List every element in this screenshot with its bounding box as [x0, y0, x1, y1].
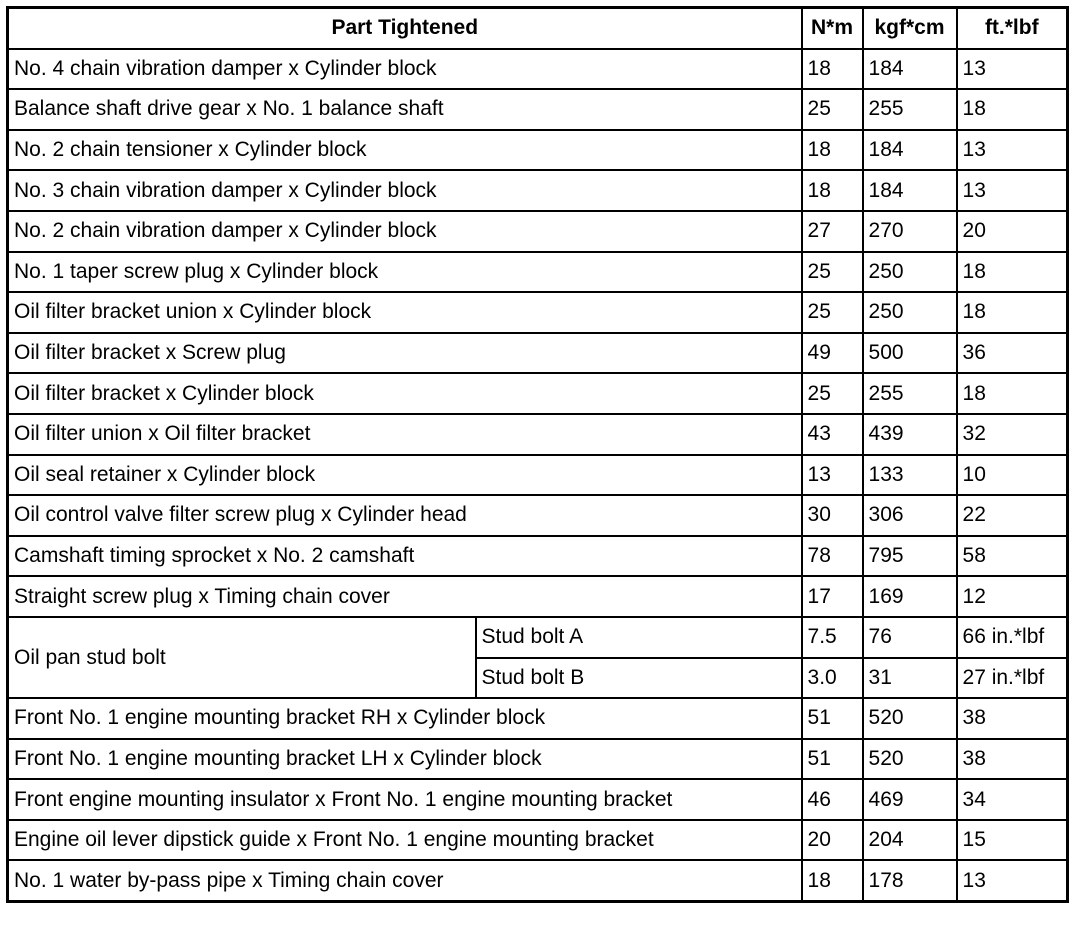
kgfcm-cell: 250: [863, 292, 957, 333]
ftlbf-cell: 22: [957, 495, 1068, 536]
nm-cell: 25: [802, 252, 863, 293]
ftlbf-cell: 13: [957, 130, 1068, 171]
ftlbf-cell: 18: [957, 373, 1068, 414]
kgfcm-cell: 169: [863, 576, 957, 617]
ftlbf-cell: 66 in.*lbf: [957, 617, 1068, 658]
nm-cell: 30: [802, 495, 863, 536]
nm-cell: 51: [802, 739, 863, 780]
table-row: [8, 373, 1068, 414]
header-row: [8, 8, 1068, 49]
part-cell: Front engine mounting insulator x Front No. 1 engine mounting bracket: [8, 779, 802, 820]
table-row: [8, 455, 1068, 496]
header-part-tightened: Part Tightened: [8, 8, 802, 49]
ftlbf-cell: 13: [957, 170, 1068, 211]
part-cell: Oil control valve filter screw plug x Cylinder head: [8, 495, 802, 536]
part-cell: No. 3 chain vibration damper x Cylinder block: [8, 170, 802, 211]
header-nm: N*m: [802, 8, 863, 49]
nm-cell: 3.0: [802, 658, 863, 699]
kgfcm-cell: 469: [863, 779, 957, 820]
nm-cell: 20: [802, 820, 863, 861]
kgfcm-cell: 184: [863, 49, 957, 90]
part-cell: Oil filter bracket x Screw plug: [8, 333, 802, 374]
kgfcm-cell: 795: [863, 536, 957, 577]
nm-cell: 27: [802, 211, 863, 252]
kgfcm-cell: 184: [863, 130, 957, 171]
part-cell: No. 1 water by-pass pipe x Timing chain cover: [8, 860, 802, 901]
ftlbf-cell: 10: [957, 455, 1068, 496]
kgfcm-cell: 133: [863, 455, 957, 496]
nm-cell: 25: [802, 373, 863, 414]
ftlbf-cell: 58: [957, 536, 1068, 577]
table-row: [8, 860, 1068, 901]
table-row: [8, 211, 1068, 252]
part-cell: No. 1 taper screw plug x Cylinder block: [8, 252, 802, 293]
table-row: [8, 130, 1068, 171]
part-cell: Balance shaft drive gear x No. 1 balance shaft: [8, 89, 802, 130]
table-row: [8, 252, 1068, 293]
ftlbf-cell: 36: [957, 333, 1068, 374]
nm-cell: 18: [802, 860, 863, 901]
table-row: [8, 617, 1068, 658]
table-row: [8, 739, 1068, 780]
part-cell: No. 4 chain vibration damper x Cylinder block: [8, 49, 802, 90]
kgfcm-cell: 255: [863, 373, 957, 414]
kgfcm-cell: 270: [863, 211, 957, 252]
sub-part-cell: Stud bolt A: [476, 617, 802, 658]
nm-cell: 18: [802, 170, 863, 211]
kgfcm-cell: 306: [863, 495, 957, 536]
nm-cell: 7.5: [802, 617, 863, 658]
ftlbf-cell: 18: [957, 89, 1068, 130]
table-row: [8, 576, 1068, 617]
part-cell: Oil filter bracket union x Cylinder block: [8, 292, 802, 333]
part-cell: Straight screw plug x Timing chain cover: [8, 576, 802, 617]
part-cell: Engine oil lever dipstick guide x Front No. 1 engine mounting bracket: [8, 820, 802, 861]
table-row: [8, 170, 1068, 211]
table-row: [8, 414, 1068, 455]
nm-cell: 18: [802, 49, 863, 90]
sub-part-cell: Stud bolt B: [476, 658, 802, 699]
ftlbf-cell: 34: [957, 779, 1068, 820]
nm-cell: 49: [802, 333, 863, 374]
ftlbf-cell: 38: [957, 698, 1068, 739]
nm-cell: 18: [802, 130, 863, 171]
ftlbf-cell: 15: [957, 820, 1068, 861]
ftlbf-cell: 20: [957, 211, 1068, 252]
kgfcm-cell: 204: [863, 820, 957, 861]
table-row: [8, 820, 1068, 861]
kgfcm-cell: 178: [863, 860, 957, 901]
nm-cell: 17: [802, 576, 863, 617]
part-cell: Oil pan stud bolt: [8, 617, 476, 698]
kgfcm-cell: 520: [863, 698, 957, 739]
ftlbf-cell: 13: [957, 49, 1068, 90]
kgfcm-cell: 184: [863, 170, 957, 211]
kgfcm-cell: 500: [863, 333, 957, 374]
kgfcm-cell: 250: [863, 252, 957, 293]
table-row: [8, 779, 1068, 820]
ftlbf-cell: 32: [957, 414, 1068, 455]
kgfcm-cell: 76: [863, 617, 957, 658]
table-row: [8, 536, 1068, 577]
nm-cell: 46: [802, 779, 863, 820]
part-cell: No. 2 chain vibration damper x Cylinder block: [8, 211, 802, 252]
part-cell: Oil filter union x Oil filter bracket: [8, 414, 802, 455]
table-row: [8, 49, 1068, 90]
ftlbf-cell: 18: [957, 252, 1068, 293]
table-row: [8, 333, 1068, 374]
ftlbf-cell: 38: [957, 739, 1068, 780]
nm-cell: 78: [802, 536, 863, 577]
kgfcm-cell: 520: [863, 739, 957, 780]
part-cell: Oil seal retainer x Cylinder block: [8, 455, 802, 496]
kgfcm-cell: 31: [863, 658, 957, 699]
table-row: [8, 495, 1068, 536]
part-cell: Camshaft timing sprocket x No. 2 camshaft: [8, 536, 802, 577]
nm-cell: 25: [802, 292, 863, 333]
part-cell: Front No. 1 engine mounting bracket LH x Cylinder block: [8, 739, 802, 780]
table-row: [8, 292, 1068, 333]
part-cell: No. 2 chain tensioner x Cylinder block: [8, 130, 802, 171]
part-cell: Front No. 1 engine mounting bracket RH x Cylinder block: [8, 698, 802, 739]
ftlbf-cell: 13: [957, 860, 1068, 901]
table-row: [8, 698, 1068, 739]
kgfcm-cell: 439: [863, 414, 957, 455]
torque-table: [6, 6, 1069, 903]
ftlbf-cell: 18: [957, 292, 1068, 333]
kgfcm-cell: 255: [863, 89, 957, 130]
header-ftlbf: ft.*lbf: [957, 8, 1068, 49]
ftlbf-cell: 27 in.*lbf: [957, 658, 1068, 699]
nm-cell: 51: [802, 698, 863, 739]
part-cell: Oil filter bracket x Cylinder block: [8, 373, 802, 414]
nm-cell: 43: [802, 414, 863, 455]
ftlbf-cell: 12: [957, 576, 1068, 617]
nm-cell: 25: [802, 89, 863, 130]
table-row: [8, 89, 1068, 130]
nm-cell: 13: [802, 455, 863, 496]
header-kgfcm: kgf*cm: [863, 8, 957, 49]
